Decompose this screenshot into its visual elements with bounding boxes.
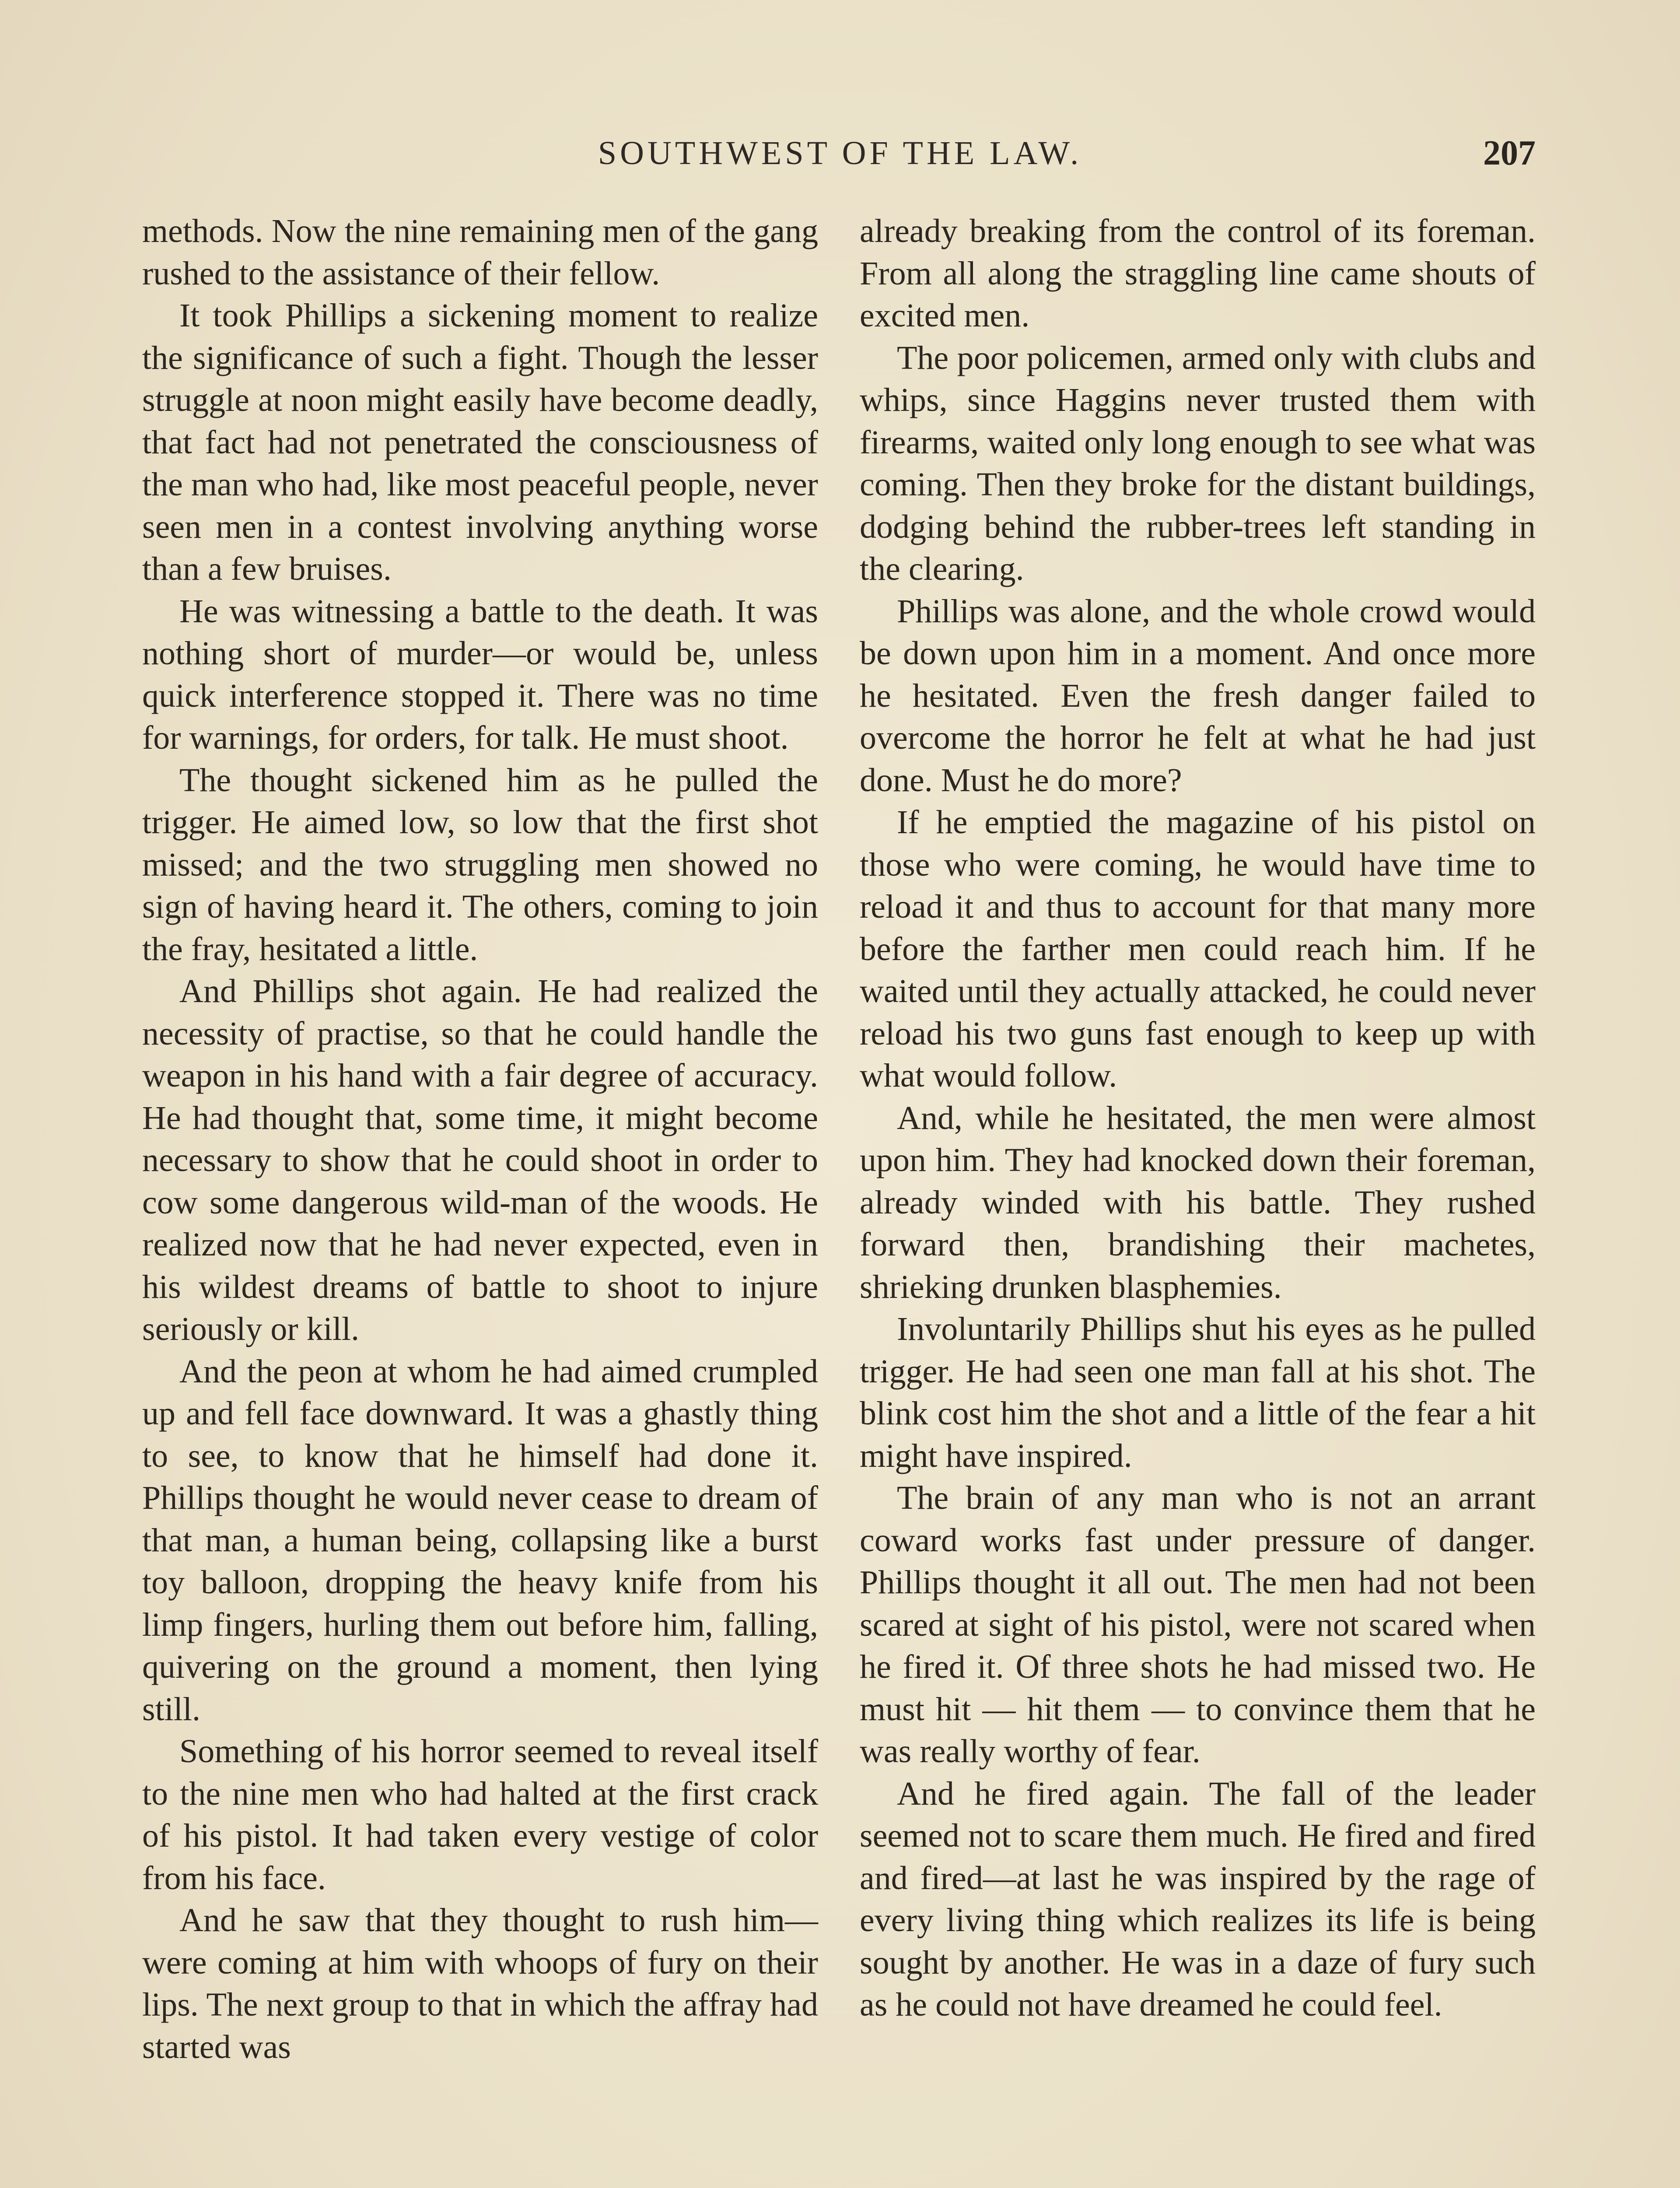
paragraph: It took Phillips a sickening moment to realize the significance of such a fight. Though the lesser struggle at noon might easily have become deadly, that fact had not penetrated the consciousness of the man who had, like most peaceful people, never seen men in a contest involving anything worse than a few bruises. xyxy=(142,297,818,587)
paragraph: If he emptied the magazine of his pistol on those who were coming, he would have time to reload it and thus to account for that many more before the farther men could reach him. If he waited until they actually attacked, he could never reload his two guns fast enough to keep up with what would follow. xyxy=(860,804,1536,1094)
paragraph: The brain of any man who is not an arrant coward works fast under pressure of danger. Phillips thought it all out. The men had not been scared at sight of his pistol, were not scared when he fired it. Of three shots he had missed two. He must hit — hit them — to convince them that he was really worthy of fear. xyxy=(860,1480,1536,1770)
paragraph: And he fired again. The fall of the leader seemed not to scare them much. He fired and fired and fired—at last he was inspired by the rage of every living thing which realizes its life is being sought by another. He was in a daze of fury such as he could not have dreamed he could feel. xyxy=(860,1775,1536,2023)
running-header xyxy=(0,127,1680,179)
paragraph: And the peon at whom he had aimed crumpled up and fell face downward. It was a ghastly thing to see, to know that he himself had done it. Phillips thought he would never cease to dream of that man, a human being, collapsing like a burst toy balloon, dropping the heavy knife from his limp fingers, hurling them out before him, falling, quivering on the ground a moment, then lying still. xyxy=(142,1353,818,1728)
paragraph: And Phillips shot again. He had realized the necessity of practise, so that he could handle the weapon in his hand with a fair degree of accuracy. He had thought that, some time, it might become necessary to show that he could shoot in order to cow some dangerous wild-man of the woods. He realized now that he had never expected, even in his wildest dreams of battle to shoot to injure seriously or kill. xyxy=(142,973,818,1347)
paragraph: Phillips was alone, and the whole crowd would be down upon him in a moment. And once more he hesitated. Even the fresh danger failed to overcome the horror he felt at what he had just done. Must he do more? xyxy=(860,593,1536,799)
paragraph: He was witnessing a battle to the death. It was nothing short of murder—or would be, unless quick interference stopped it. There was no time for warnings, for orders, for talk. He must shoot. xyxy=(142,593,818,756)
paragraph: And, while he hesitated, the men were almost upon him. They had knocked down their foreman, already winded with his battle. They rushed forward then, brandishing their machetes, shrieking drunken blasphemies. xyxy=(860,1099,1536,1305)
left-column xyxy=(142,210,818,2068)
paragraph: The poor policemen, armed only with clubs and whips, since Haggins never trusted them with firearms, waited only long enough to see what was coming. Then they broke for the distant buildings, dodging behind the rubber-trees left standing in the clearing. xyxy=(860,339,1536,587)
paragraph: And he saw that they thought to rush him—were coming at him with whoops of fury on their lips. The next group to that in which the affray had started was xyxy=(142,1902,818,2065)
page-number: 207 xyxy=(1483,134,1536,172)
paragraph: methods. Now the nine remaining men of the gang rushed to the assistance of their fellow. xyxy=(142,213,818,292)
paragraph: already breaking from the control of its foreman. From all along the straggling line came shouts of excited men. xyxy=(860,213,1536,334)
paragraph: Involuntarily Phillips shut his eyes as he pulled trigger. He had seen one man fall at his shot. The blink cost him the shot and a little of the fear a hit might have inspired. xyxy=(860,1311,1536,1474)
running-title: SOUTHWEST OF THE LAW. xyxy=(598,135,1082,172)
right-column xyxy=(860,210,1536,2026)
paragraph: The thought sickened him as he pulled the trigger. He aimed low, so low that the first shot missed; and the two struggling men showed no sign of having heard it. The others, coming to join the fray, hesitated a little. xyxy=(142,761,818,968)
paragraph: Something of his horror seemed to reveal itself to the nine men who had halted at the first crack of his pistol. It had taken every vestige of color from his face. xyxy=(142,1733,818,1897)
